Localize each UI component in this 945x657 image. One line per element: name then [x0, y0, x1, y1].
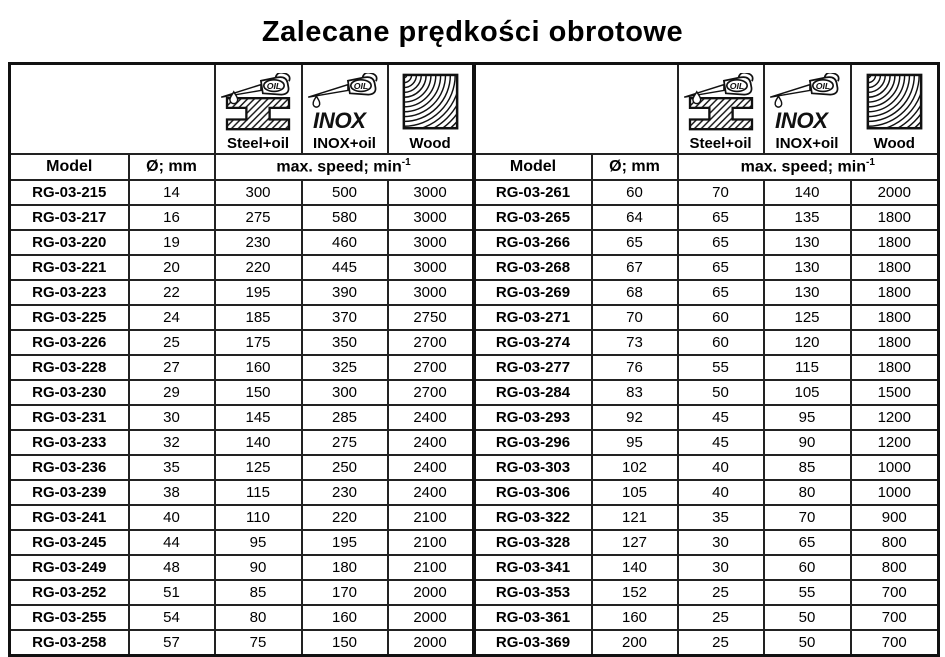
model-cell: RG-03-269	[474, 280, 592, 305]
diameter-cell: 105	[592, 480, 678, 505]
inox-speed-cell: 70	[764, 505, 851, 530]
wood-speed-cell: 700	[851, 580, 939, 605]
max-speed-column-header	[678, 154, 939, 180]
table-row	[10, 405, 939, 430]
inox-speed-cell: 85	[764, 455, 851, 480]
model-cell: RG-03-220	[10, 230, 129, 255]
model-column-header: Model	[474, 154, 592, 180]
table-row	[10, 280, 939, 305]
inox-speed-cell: 90	[764, 430, 851, 455]
diameter-column-header: Ø; mm	[129, 154, 215, 180]
wood-header-left	[388, 64, 474, 155]
wood-speed-cell: 3000	[388, 205, 474, 230]
steel-speed-cell: 275	[215, 205, 302, 230]
wood-speed-cell: 2700	[388, 380, 474, 405]
table-row	[10, 455, 939, 480]
max-speed-exponent: -1	[865, 157, 875, 169]
steel-speed-cell: 40	[678, 455, 764, 480]
steel-oil-icon	[681, 73, 761, 135]
diameter-cell: 64	[592, 205, 678, 230]
steel-speed-cell: 40	[678, 480, 764, 505]
steel-oil-label: Steel+oil	[226, 135, 290, 152]
table-row	[10, 430, 939, 455]
diameter-cell: 22	[129, 280, 215, 305]
inox-speed-cell: 195	[302, 530, 388, 555]
inox-speed-cell: 285	[302, 405, 388, 430]
wood-speed-cell: 2000	[388, 630, 474, 656]
steel-speed-cell: 145	[215, 405, 302, 430]
model-cell: RG-03-225	[10, 305, 129, 330]
model-cell: RG-03-230	[10, 380, 129, 405]
inox-speed-cell: 300	[302, 380, 388, 405]
diameter-cell: 140	[592, 555, 678, 580]
inox-oil-label: INOX+oil	[313, 135, 376, 152]
inox-speed-cell: 325	[302, 355, 388, 380]
diameter-cell: 16	[129, 205, 215, 230]
max-speed-text: max. speed; min	[740, 158, 866, 176]
steel-speed-cell: 45	[678, 430, 764, 455]
model-cell: RG-03-233	[10, 430, 129, 455]
wood-speed-cell: 3000	[388, 230, 474, 255]
steel-oil-icon	[218, 73, 298, 135]
model-cell: RG-03-228	[10, 355, 129, 380]
inox-speed-cell: 220	[302, 505, 388, 530]
wood-speed-cell: 2000	[388, 605, 474, 630]
inox-oil-label: INOX+oil	[775, 135, 839, 152]
wood-speed-cell: 2400	[388, 430, 474, 455]
steel-oil-header-right	[678, 64, 764, 155]
inox-speed-cell: 350	[302, 330, 388, 355]
steel-speed-cell: 65	[678, 280, 764, 305]
model-cell: RG-03-296	[474, 430, 592, 455]
wood-speed-cell: 900	[851, 505, 939, 530]
table-row	[10, 380, 939, 405]
steel-speed-cell: 125	[215, 455, 302, 480]
diameter-cell: 76	[592, 355, 678, 380]
diameter-cell: 20	[129, 255, 215, 280]
wood-speed-cell: 2000	[851, 180, 939, 205]
inox-speed-cell: 80	[764, 480, 851, 505]
steel-speed-cell: 220	[215, 255, 302, 280]
icon-header-row	[10, 64, 939, 155]
steel-speed-cell: 85	[215, 580, 302, 605]
max-speed-exponent: -1	[401, 157, 411, 169]
table-row	[10, 355, 939, 380]
steel-speed-cell: 30	[678, 530, 764, 555]
table-row	[10, 605, 939, 630]
wood-speed-cell: 2100	[388, 505, 474, 530]
diameter-cell: 19	[129, 230, 215, 255]
wood-speed-cell: 2100	[388, 555, 474, 580]
steel-speed-cell: 160	[215, 355, 302, 380]
wood-speed-cell: 2400	[388, 405, 474, 430]
steel-speed-cell: 185	[215, 305, 302, 330]
table-row	[10, 230, 939, 255]
table-row	[10, 555, 939, 580]
table-row	[10, 480, 939, 505]
wood-speed-cell: 1200	[851, 430, 939, 455]
diameter-cell: 160	[592, 605, 678, 630]
wood-speed-cell: 1800	[851, 305, 939, 330]
model-cell: RG-03-293	[474, 405, 592, 430]
model-cell: RG-03-361	[474, 605, 592, 630]
wood-speed-cell: 2400	[388, 455, 474, 480]
diameter-cell: 152	[592, 580, 678, 605]
model-cell: RG-03-271	[474, 305, 592, 330]
steel-speed-cell: 95	[215, 530, 302, 555]
inox-speed-cell: 115	[764, 355, 851, 380]
model-cell: RG-03-341	[474, 555, 592, 580]
model-cell: RG-03-268	[474, 255, 592, 280]
diameter-cell: 68	[592, 280, 678, 305]
diameter-cell: 27	[129, 355, 215, 380]
diameter-cell: 60	[592, 180, 678, 205]
steel-speed-cell: 30	[678, 555, 764, 580]
steel-speed-cell: 60	[678, 305, 764, 330]
model-cell: RG-03-265	[474, 205, 592, 230]
wood-speed-cell: 2100	[388, 530, 474, 555]
diameter-cell: 24	[129, 305, 215, 330]
inox-speed-cell: 130	[764, 280, 851, 305]
inox-oil-icon	[305, 73, 385, 135]
inox-speed-cell: 500	[302, 180, 388, 205]
diameter-cell: 32	[129, 430, 215, 455]
inox-speed-cell: 170	[302, 580, 388, 605]
wood-speed-cell: 700	[851, 630, 939, 656]
inox-speed-cell: 460	[302, 230, 388, 255]
steel-speed-cell: 150	[215, 380, 302, 405]
diameter-cell: 127	[592, 530, 678, 555]
column-header-row	[10, 154, 939, 180]
inox-speed-cell: 580	[302, 205, 388, 230]
model-cell: RG-03-249	[10, 555, 129, 580]
inox-speed-cell: 55	[764, 580, 851, 605]
wood-speed-cell: 1800	[851, 280, 939, 305]
wood-label: Wood	[873, 135, 915, 152]
inox-speed-cell: 250	[302, 455, 388, 480]
steel-speed-cell: 65	[678, 230, 764, 255]
model-cell: RG-03-239	[10, 480, 129, 505]
diameter-cell: 30	[129, 405, 215, 430]
inox-speed-cell: 50	[764, 630, 851, 656]
wood-speed-cell: 800	[851, 555, 939, 580]
diameter-cell: 57	[129, 630, 215, 656]
max-speed-column-header	[215, 154, 474, 180]
inox-speed-cell: 60	[764, 555, 851, 580]
model-cell: RG-03-306	[474, 480, 592, 505]
inox-speed-cell: 140	[764, 180, 851, 205]
model-cell: RG-03-252	[10, 580, 129, 605]
diameter-cell: 200	[592, 630, 678, 656]
table-row	[10, 505, 939, 530]
wood-icon	[854, 73, 934, 135]
model-cell: RG-03-217	[10, 205, 129, 230]
wood-speed-cell: 1000	[851, 480, 939, 505]
inox-speed-cell: 150	[302, 630, 388, 656]
wood-speed-cell: 1800	[851, 355, 939, 380]
page-title: Zalecane prędkości obrotowe	[261, 16, 684, 48]
inox-speed-cell: 120	[764, 330, 851, 355]
model-cell: RG-03-226	[10, 330, 129, 355]
model-cell: RG-03-369	[474, 630, 592, 656]
table-row	[10, 255, 939, 280]
table-row	[10, 180, 939, 205]
model-cell: RG-03-353	[474, 580, 592, 605]
diameter-cell: 70	[592, 305, 678, 330]
model-cell: RG-03-255	[10, 605, 129, 630]
model-cell: RG-03-303	[474, 455, 592, 480]
table-body	[10, 180, 939, 656]
inox-oil-icon	[767, 73, 847, 135]
diameter-cell: 25	[129, 330, 215, 355]
model-cell: RG-03-322	[474, 505, 592, 530]
steel-speed-cell: 115	[215, 480, 302, 505]
wood-speed-cell: 700	[851, 605, 939, 630]
model-column-header: Model	[10, 154, 129, 180]
max-speed-text: max. speed; min	[276, 158, 402, 176]
steel-speed-cell: 25	[678, 630, 764, 656]
wood-speed-cell: 2400	[388, 480, 474, 505]
model-cell: RG-03-261	[474, 180, 592, 205]
steel-speed-cell: 25	[678, 580, 764, 605]
diameter-cell: 95	[592, 430, 678, 455]
diameter-cell: 44	[129, 530, 215, 555]
inox-speed-cell: 230	[302, 480, 388, 505]
wood-speed-cell: 2700	[388, 355, 474, 380]
inox-speed-cell: 135	[764, 205, 851, 230]
wood-speed-cell: 1800	[851, 330, 939, 355]
wood-label: Wood	[409, 135, 451, 152]
inox-speed-cell: 160	[302, 605, 388, 630]
steel-speed-cell: 300	[215, 180, 302, 205]
table-row	[10, 630, 939, 656]
model-cell: RG-03-236	[10, 455, 129, 480]
steel-speed-cell: 65	[678, 255, 764, 280]
diameter-cell: 51	[129, 580, 215, 605]
model-cell: RG-03-223	[10, 280, 129, 305]
wood-speed-cell: 3000	[388, 280, 474, 305]
steel-speed-cell: 35	[678, 505, 764, 530]
wood-header-right	[851, 64, 939, 155]
wood-speed-cell: 2000	[388, 580, 474, 605]
empty-corner-cell-left	[10, 64, 215, 155]
diameter-cell: 54	[129, 605, 215, 630]
steel-speed-cell: 45	[678, 405, 764, 430]
diameter-cell: 83	[592, 380, 678, 405]
diameter-cell: 65	[592, 230, 678, 255]
diameter-cell: 38	[129, 480, 215, 505]
steel-oil-header-left	[215, 64, 302, 155]
wood-speed-cell: 2700	[388, 330, 474, 355]
diameter-cell: 73	[592, 330, 678, 355]
inox-speed-cell: 180	[302, 555, 388, 580]
steel-speed-cell: 90	[215, 555, 302, 580]
steel-speed-cell: 140	[215, 430, 302, 455]
model-cell: RG-03-284	[474, 380, 592, 405]
model-cell: RG-03-274	[474, 330, 592, 355]
model-cell: RG-03-266	[474, 230, 592, 255]
inox-speed-cell: 390	[302, 280, 388, 305]
model-cell: RG-03-277	[474, 355, 592, 380]
inox-oil-header-left	[302, 64, 388, 155]
steel-speed-cell: 25	[678, 605, 764, 630]
inox-speed-cell: 130	[764, 230, 851, 255]
wood-icon	[390, 73, 470, 135]
wood-speed-cell: 1500	[851, 380, 939, 405]
wood-speed-cell: 2750	[388, 305, 474, 330]
diameter-cell: 40	[129, 505, 215, 530]
steel-speed-cell: 110	[215, 505, 302, 530]
steel-speed-cell: 55	[678, 355, 764, 380]
wood-speed-cell: 1800	[851, 255, 939, 280]
steel-speed-cell: 75	[215, 630, 302, 656]
inox-oil-header-right	[764, 64, 851, 155]
diameter-cell: 35	[129, 455, 215, 480]
steel-speed-cell: 60	[678, 330, 764, 355]
model-cell: RG-03-241	[10, 505, 129, 530]
wood-speed-cell: 1800	[851, 205, 939, 230]
inox-speed-cell: 275	[302, 430, 388, 455]
model-cell: RG-03-245	[10, 530, 129, 555]
wood-speed-cell: 800	[851, 530, 939, 555]
inox-speed-cell: 445	[302, 255, 388, 280]
diameter-cell: 67	[592, 255, 678, 280]
diameter-cell: 92	[592, 405, 678, 430]
inox-speed-cell: 370	[302, 305, 388, 330]
wood-speed-cell: 1800	[851, 230, 939, 255]
inox-speed-cell: 95	[764, 405, 851, 430]
diameter-cell: 121	[592, 505, 678, 530]
diameter-cell: 102	[592, 455, 678, 480]
steel-speed-cell: 230	[215, 230, 302, 255]
table-row	[10, 305, 939, 330]
empty-corner-cell-right	[474, 64, 678, 155]
wood-speed-cell: 1000	[851, 455, 939, 480]
wood-speed-cell: 3000	[388, 255, 474, 280]
inox-speed-cell: 105	[764, 380, 851, 405]
model-cell: RG-03-221	[10, 255, 129, 280]
diameter-cell: 14	[129, 180, 215, 205]
model-cell: RG-03-231	[10, 405, 129, 430]
model-cell: RG-03-258	[10, 630, 129, 656]
wood-speed-cell: 3000	[388, 180, 474, 205]
steel-speed-cell: 175	[215, 330, 302, 355]
table-row	[10, 205, 939, 230]
steel-oil-label: Steel+oil	[689, 135, 752, 152]
diameter-cell: 48	[129, 555, 215, 580]
steel-speed-cell: 50	[678, 380, 764, 405]
inox-speed-cell: 125	[764, 305, 851, 330]
inox-speed-cell: 50	[764, 605, 851, 630]
steel-speed-cell: 70	[678, 180, 764, 205]
inox-speed-cell: 130	[764, 255, 851, 280]
table-row	[10, 580, 939, 605]
wood-speed-cell: 1200	[851, 405, 939, 430]
diameter-cell: 29	[129, 380, 215, 405]
diameter-column-header: Ø; mm	[592, 154, 678, 180]
table-row	[10, 530, 939, 555]
model-cell: RG-03-215	[10, 180, 129, 205]
speed-table	[8, 62, 940, 657]
model-cell: RG-03-328	[474, 530, 592, 555]
steel-speed-cell: 195	[215, 280, 302, 305]
steel-speed-cell: 65	[678, 205, 764, 230]
table-row	[10, 330, 939, 355]
inox-speed-cell: 65	[764, 530, 851, 555]
steel-speed-cell: 80	[215, 605, 302, 630]
